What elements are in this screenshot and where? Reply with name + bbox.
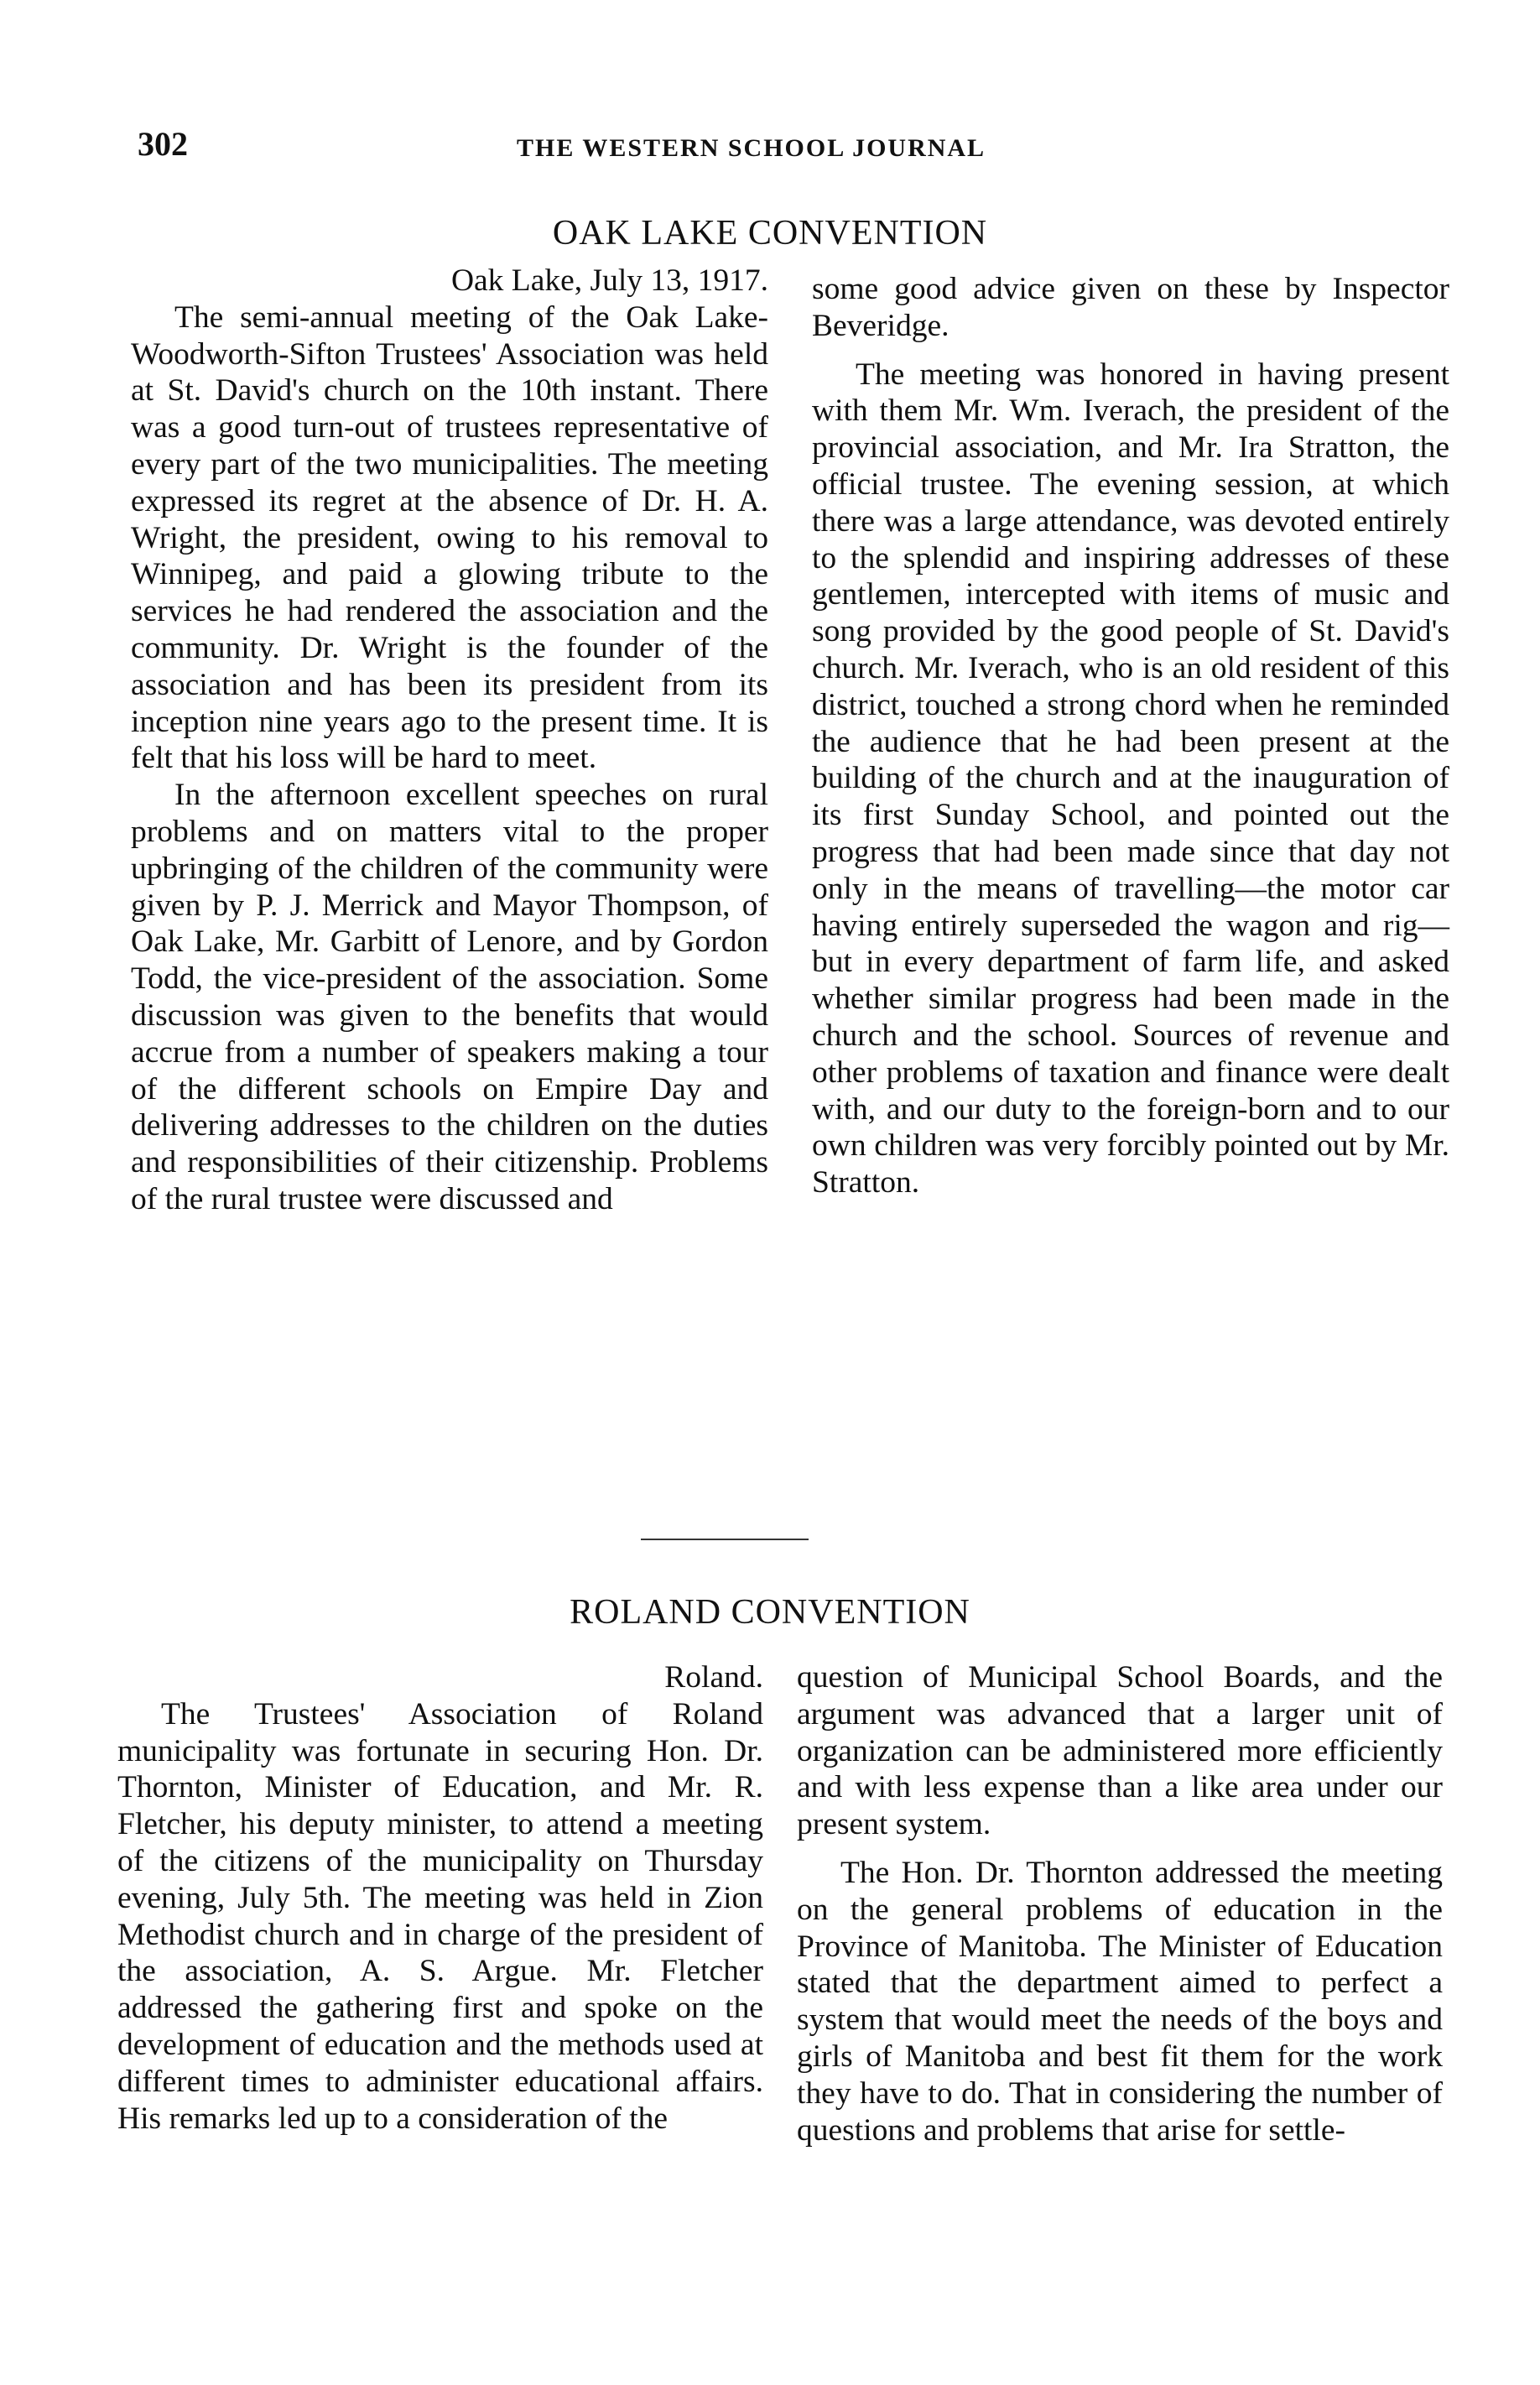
roland-continuation: question of Municipal School Boards, and the argument was advanced that a larger unit of organization can be administered more efficiently and with less expense than a like area under our present system. [797, 1660, 1443, 1842]
roland-paragraph: The Hon. Dr. Thornton addressed the meeting on the general problems of education in the Province of Manitoba. The Minister of Education stated that the department aimed to perfect a system that would meet the needs of the boys and girls of Manitoba and best fit them for the work they have to do. That in considering the number of questions and problems that arise for settle- [797, 1855, 1443, 2148]
roland-left-column [117, 1659, 763, 2137]
roland-dateline: Roland. [664, 1660, 763, 1695]
oak-lake-dateline: Oak Lake, July 13, 1917. [450, 263, 768, 298]
oak-lake-left-column [131, 263, 768, 1218]
oak-lake-continuation: some good advice given on these by Inspector Beveridge. [812, 272, 1449, 343]
oak-lake-paragraph: In the afternoon excellent speeches on rural problems and on matters vital to the proper upbringing of the children of the community were given by P. J. Merrick and Mayor Thompson, of Oak Lake, Mr. Garbitt of Lenore, and by Gordon Todd, the vice-president of the association. Some discussion was given to the benefits that would accrue from a number of speakers making a tour of the different schools on Empire Day and delivering addresses to the children on the duties and responsibilities of their citizenship. Problems of the rural trustee were discussed and [131, 778, 768, 1216]
oak-lake-paragraph: The semi-annual meeting of the Oak Lake-Woodworth-Sifton Trustees' Association was held at St. David's church on the 10th instant. There was a good turn-out of trustees representative of every part of the two municipalities. The meeting expressed its regret at the absence of Dr. H. A. Wright, the president, owing to his removal to Winnipeg, and paid a glowing tribute to the services he had rendered the association and the community. Dr. Wright is the founder of the association and has been its president from its inception nine years ago to the present time. It is felt that his loss will be hard to meet. [131, 299, 768, 776]
roland-title: ROLAND CONVENTION [570, 1593, 970, 1632]
section-divider [641, 1539, 809, 1540]
oak-lake-right-column [812, 271, 1449, 1201]
roland-right-column [797, 1659, 1443, 2148]
oak-lake-title: OAK LAKE CONVENTION [552, 214, 988, 253]
oak-lake-paragraph: The meeting was honored in having present with them Mr. Wm. Iverach, the president of the provincial association, and Mr. Ira Stratton, the official trustee. The evening session, at which there was a large attendance, was devoted entirely to the splendid and inspiring addresses of these gentlemen, intercepted with items of music and song provided by the good people of St. David's church. Mr. Iverach, who is an old resident of this district, touched a strong chord when he reminded the audience that he had been present at the building of the church and at the inauguration of its first Sunday School, and pointed out the progress that had been made since that day not only in the means of travelling—the motor car having entirely superseded the wagon and rig—but in every department of farm life, and asked whether similar progress had been made in the church and the school. Sources of revenue and other problems of taxation and finance were dealt with, and our duty to the foreign-born and to our own children was very forcibly pointed out by Mr. Stratton. [812, 357, 1449, 1200]
running-head: THE WESTERN SCHOOL JOURNAL [517, 134, 986, 162]
page-number: 302 [138, 125, 188, 163]
roland-paragraph: The Trustees' Association of Roland municipality was fortunate in securing Hon. Dr. Thornton, Minister of Education, and Mr. R. Fletcher, his deputy minister, to attend a meeting of the citizens of the municipality on Thursday evening, July 5th. The meeting was held in Zion Methodist church and in charge of the president of the association, A. S. Argue. Mr. Fletcher addressed the gathering first and spoke on the development of education and the methods used at different times to administer educational affairs. His remarks led up to a consideration of the [117, 1696, 763, 2136]
